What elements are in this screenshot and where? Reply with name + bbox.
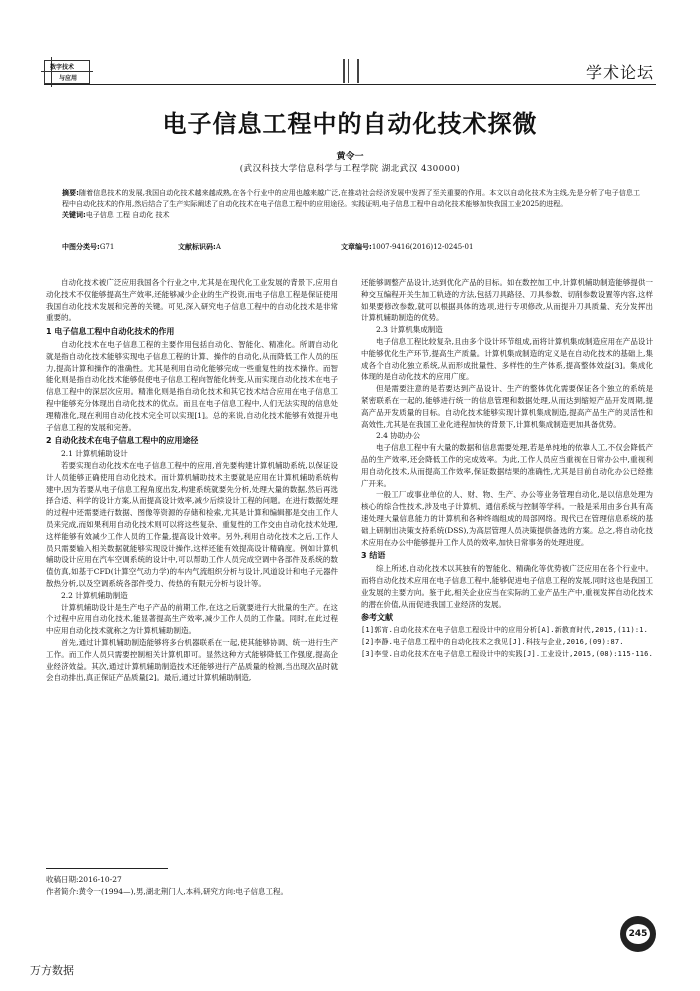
subsection-heading: 2.4 协助办公	[376, 431, 421, 441]
page-number: 245	[626, 924, 650, 944]
keywords-text: 电子信息 工程 自动化 技术	[85, 211, 170, 219]
body-paragraph: 计算机辅助设计是生产电子产品的前期工作,在这之后就要进行大批量的生产。在这个过程中应用自动化技术,能显著提高生产效率,减少工作人员的工作量。同时,在此过程中应用自动化技术就称之为计算机辅助制造。	[46, 602, 338, 636]
header-bars-decoration	[343, 59, 363, 83]
body-paragraph: 若要实现自动化技术在电子信息工程中的应用,首先要构建计算机辅助系统,以保证设计人员能够正确使用自动化技术。而计算机辅助技术主要就是应用在计算机辅助系统构建中,因为若要从电子信息工程角度出发,构建系统就要先分析,处理大量的数据,然后再选择合适、科学的设计方案,从而提高设计效率,减少后续设计工程的问题。在进行数据处理的过程中还需要进行数据、图像等资源的存储和检索,尤其是计算和编辑都是交由工作人员来完成,而如果利用自动化技术则可以将这些复杂、重复性的工作交由自动化技术处理,这样能够有效减少工作人员的工作量,提高设计效率。另外,利用自动化技术之后,工作人员只需要输入相关数据就能够实现设计操作,这样还能有效提高设计精确度。例如计算机辅助设计应用在汽车空调系统的设计中,可以帮助工作人员完成空调中各部件及系统的数值仿真,如基于CFD(计算空气动力学)的车内气流组织分析与设计,风道设计和电子元器件散热分析,以及空调系统各部件受力、传热的有限元分析与设计等。	[46, 460, 338, 588]
section-label: 学术论坛	[585, 63, 654, 82]
doc-code-field	[178, 242, 221, 252]
subsection-heading: 2.2 计算机辅助制造	[61, 590, 128, 600]
doc-code-value: A	[215, 243, 221, 251]
section-heading: 2 自动化技术在电子信息工程中的应用途径	[46, 436, 199, 446]
author-bio: 作者简介:黄令一(1994—),男,湖北荆门人,本科,研究方向:电子信息工程。	[46, 887, 289, 896]
abstract-label: 摘要:	[62, 189, 79, 197]
subsection-heading: 2.1 计算机辅助设计	[61, 449, 128, 459]
body-paragraph: 但是需要注意的是若要达到产品设计、生产的整体优化需要保证各个独立的系统是紧密联系在一起的,能够进行统一的信息管理和数据处理,从而达到缩短产品开发周期,提高产品开发质量的目标。自动化技术能够实现计算机集成制造,提高产品生产的灵活性和高效性,尤其是在我国工业化进程加快的背景下,计算机集成制造更加具备优势。	[361, 384, 653, 429]
body-paragraph: 自动化技术被广泛应用我国各个行业之中,尤其是在现代化工业发展的背景下,应用自动化技术不仅能够提高生产效率,还能够减少企业的生产投资,而电子信息工程是保证使用我国自动化技术发展和完善的关键。可见,深入研究电子信息工程中的自动化技术是非常重要的。	[46, 278, 338, 323]
logo-line-2: 与应用	[59, 75, 78, 82]
reference-item: [3]李莹.自动化技术在电子信息工程设计中的实践[J].工业设计,2015,(08):115-116.	[361, 649, 653, 658]
article-title: 电子信息工程中的自动化技术探微	[162, 110, 538, 138]
author-name: 黄令一	[336, 152, 364, 162]
keywords-label: 关键词:	[62, 211, 86, 219]
body-paragraph: 电子信息工程比较复杂,且由多个设计环节组成,而将计算机集成制造应用在产品设计中能够优化生产环节,提高生产质量。计算机集成制造的定义是在自动化技术的基础上,集成各个自动化独立系统,从而形成批量性、多样性的生产体系,提高整体效益[3]。集成化体现的是自动化技术的应用广度。	[361, 336, 653, 382]
article-no-field	[341, 242, 473, 252]
body-paragraph: 一般工厂或事业单位的人、财、物、生产、办公等业务管理自动化,是以信息处理为核心的综合性技术,涉及电子计算机、通信系统与控制等学科。一般是采用由多台具有高速处理大量信息能力的计算机和各种终端组成的局部网络。现代已在管理信息系统的基础上研制出决策支持系统(DSS),为高层管理人员决策提供备选的方案。总之,将自动化技术应用在办公中能够提升工作人员的效率,加快日常事务的处理进度。	[361, 490, 653, 547]
body-paragraph: 还能够调整产品设计,达到优化产品的目标。如在数控加工中,计算机辅助制造能够提供一种交互编程开关生加工轨迹的方法,包括刀具路径、刀具参数、切削参数设置等内容,这样如果要修改参数,就可以根据具体的选项,进行专项修改,从而提升刀具质量、充分发挥出计算机辅助制造的优势。	[361, 278, 653, 323]
header-rule	[44, 84, 656, 85]
reference-item: [2]李静.电子信息工程中的自动化技术之我见[J].科技与企业,2016,(09):87.	[361, 637, 624, 646]
watermark-text: 万方数据	[30, 964, 74, 977]
clc-value: G71	[99, 243, 115, 251]
page-number-badge	[620, 916, 656, 952]
subsection-heading: 2.3 计算机集成制造	[376, 325, 443, 335]
article-no-value: 1007-9416(2016)12-0245-01	[371, 243, 474, 251]
clc-field	[62, 242, 114, 252]
author-affiliation: (武汉科技大学信息科学与工程学院 湖北武汉 430000)	[239, 164, 461, 174]
body-paragraph: 综上所述,自动化技术以其独有的智能化、精确化等优势被广泛应用在各个行业中。而将自动化技术应用在电子信息工程中,能够促进电子信息工程的发展,同时这也是我国工业发展的主要方向。鉴于此,相关企业应当在实际的工业产品生产中,重视发挥自动化技术的潜在价值,从而促进我国工业经济的发展。	[361, 564, 653, 609]
body-paragraph: 自动化技术在电子信息工程的主要作用包括自动化、智能化、精准化。所谓自动化就是指自动化技术能够实现电子信息工程的计算、操作的自动化,从而降低工作人员的压力,提高计算和操作的准确性。尤其是利用自动化能够完成一些重复性的技术操作。而智能化则是指自动化技术能够促使电子信息工程向智能化转变,从而实现自动化技术在电子信息工程中的深层次应用。精准化则是指自动化技术和其它技术结合应用在电子信息工程中能够充分体现出自动化技术的优点。而且在电子信息工程中,人们无法实现的信息处理精准化,现在利用自动化技术完全可以实现[1]。总的来说,自动化技术能够有效提升电子信息工程的发展和完善。	[46, 339, 338, 432]
abstract-paragraph	[62, 188, 640, 210]
section-heading: 3 结语	[361, 551, 386, 561]
logo-cross-horizontal	[41, 71, 93, 72]
abstract-text: 随着信息技术的发展,我国自动化技术越来越成熟,在各个行业中的应用也越来越广泛,在推动社会经济发展中发挥了至关重要的作用。本文以自动化技术为主线,先是分析了电子信息工程中自动化技术的作用,然后结合了生产实际阐述了自动化技术在电子信息工程中的应用途径。实践证明,电子信息工程中自动化技术能够加快我国工业2025的进程。	[62, 189, 640, 208]
reference-item: [1]郭宵.自动化技术在电子信息工程设计中的应用分析[A].新教育时代,2015,(11):1.	[361, 626, 649, 635]
keywords-line	[62, 210, 640, 221]
body-paragraph: 电子信息工程中有大量的数据和信息需要处理,若是单纯地的依靠人工,不仅会降低产品的生产效率,还会降低工作的完成效率。为此,工作人员应当重视在日常办公中,重视利用自动化技术,从而提高工作效率,保证数据结果的准确性,尤其是目前自动化办公已经推广开来。	[361, 443, 653, 488]
body-column-left	[46, 277, 338, 684]
abstract-block	[62, 188, 640, 221]
clc-label: 中图分类号:	[62, 243, 100, 251]
section-heading: 1 电子信息工程中自动化技术的作用	[46, 327, 175, 337]
footnote-rule	[46, 868, 168, 869]
body-paragraph: 首先,通过计算机辅助制造能够将多台机器联系在一起,使其能够协调、统一进行生产工作。而工作人员只需要控制相关计算机即可。显然这种方式能够降低工作强度,提高企业经济效益。其次,通过计算机辅助制造技术还能够进行产品质量的检测,当出现次品时就会自动排出,真正保证产品质量[2]。最后,通过计算机辅助制造,	[46, 637, 338, 683]
received-date: 收稿日期:2016-10-27	[46, 875, 122, 884]
journal-logo	[44, 60, 90, 84]
article-no-label: 文章编号:	[341, 243, 372, 251]
section-heading: 参考文献	[361, 613, 393, 623]
doc-code-label: 文献标识码:	[178, 243, 216, 251]
body-column-right	[361, 277, 653, 661]
logo-line-1: 数字技术	[50, 64, 75, 71]
